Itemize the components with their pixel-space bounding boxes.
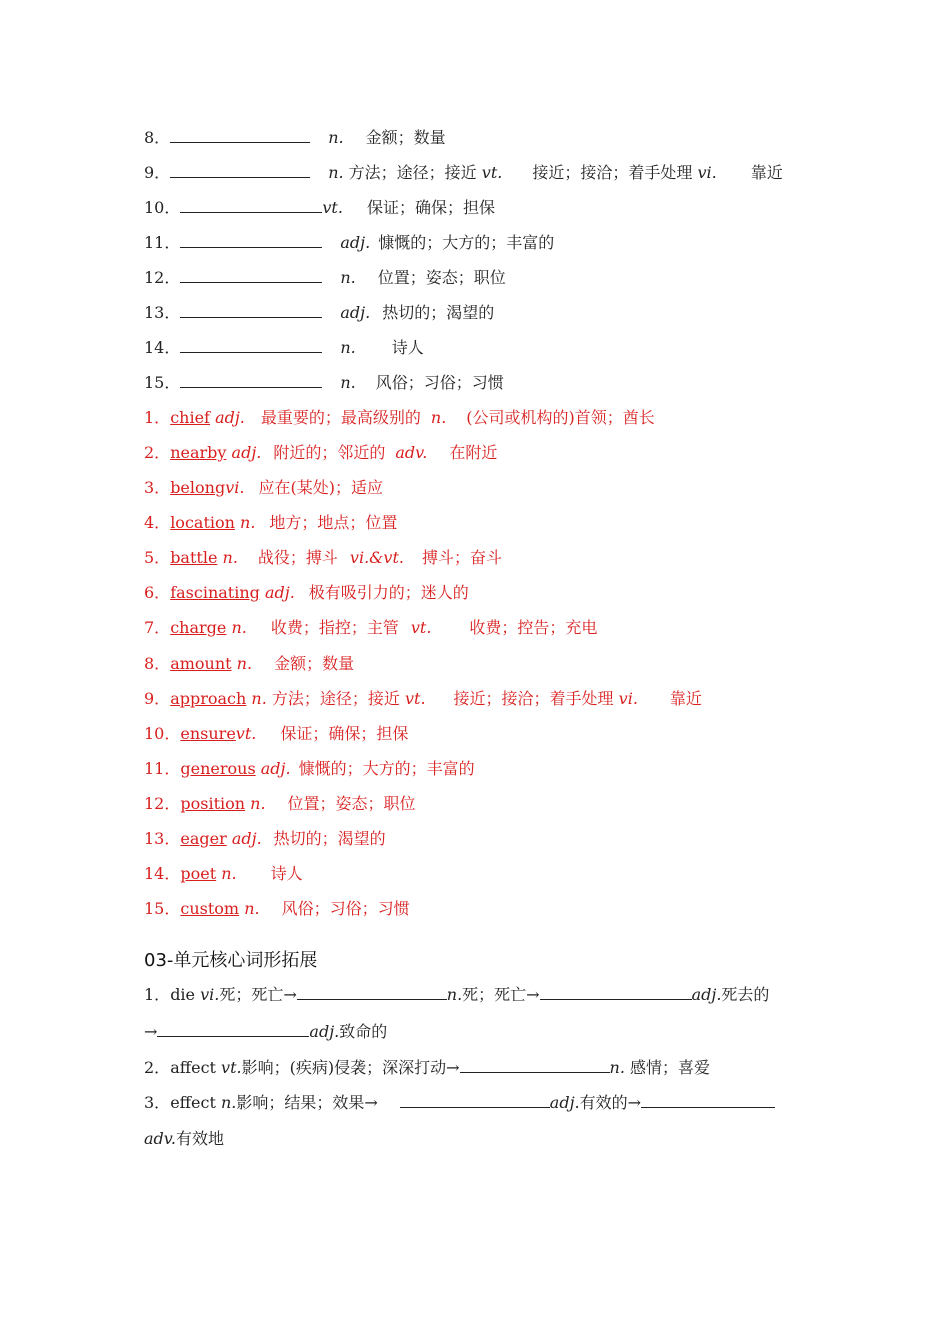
answer-item-1 [144, 408, 655, 428]
item-number: 14． [144, 864, 181, 883]
part-of-speech: adj. [340, 303, 371, 322]
answer-blank[interactable] [180, 267, 322, 283]
item-number: 3． [144, 478, 171, 497]
answer-word: ensure [180, 724, 236, 743]
item-number: 2． [144, 443, 171, 462]
part-of-speech: n. [340, 373, 356, 392]
answer-blank[interactable] [180, 337, 322, 353]
answer-word: poet [180, 864, 217, 883]
meaning: 位置；姿态；职位 [287, 794, 416, 813]
item-number: 9． [144, 163, 171, 182]
part-of-speech-3: vi. [618, 689, 638, 708]
answer-word: battle [170, 548, 218, 567]
meaning: 诗人 [270, 864, 303, 883]
answer-word: approach [170, 689, 247, 708]
part-of-speech: adj. [264, 583, 295, 602]
answer-word: custom [180, 899, 240, 918]
meaning: 战役；搏斗 [257, 548, 338, 567]
answer-item-10 [144, 724, 408, 744]
meaning-3: 靠近 [669, 689, 702, 708]
answer-word: amount [170, 654, 232, 673]
meaning: 位置；姿态；职位 [377, 268, 506, 287]
item-number: 15． [144, 373, 181, 392]
meaning: 影响；(疾病)侵袭；深深打动→ [241, 1058, 460, 1077]
expansion-item-1 [144, 984, 769, 1005]
answer-blank[interactable] [157, 1021, 309, 1037]
item-number: 13． [144, 829, 181, 848]
part-of-speech: adj. [215, 408, 245, 427]
part-of-speech: n. [222, 548, 238, 567]
meaning-3: 靠近 [750, 163, 783, 182]
blank-item-11 [144, 232, 554, 253]
part-of-speech: vt. [235, 724, 257, 743]
part-of-speech: n. [244, 899, 260, 918]
item-number: 11． [144, 759, 181, 778]
answer-word: belong [170, 478, 226, 497]
meaning: 应在(某处)；适应 [258, 478, 383, 497]
answer-word: location [170, 513, 235, 532]
item-number: 1． [144, 985, 171, 1004]
part-of-speech: vt. [322, 198, 343, 217]
answer-blank[interactable] [180, 302, 322, 318]
meaning: 极有吸引力的；迷人的 [308, 583, 469, 602]
part-of-speech-2: vi.&vt. [349, 548, 404, 567]
part-of-speech: vi. [200, 985, 220, 1004]
answer-blank[interactable] [297, 984, 447, 1000]
meaning-2: 接近；接洽；着手处理 [532, 163, 693, 182]
base-word: effect [170, 1093, 216, 1112]
answer-item-5 [144, 548, 502, 568]
answer-word: fascinating [170, 583, 260, 602]
item-number: 2． [144, 1058, 171, 1077]
item-number: 13． [144, 303, 181, 322]
item-number: 3． [144, 1093, 171, 1112]
meaning: 金额；数量 [365, 128, 446, 147]
meaning-2: 搏斗；奋斗 [421, 548, 502, 567]
meaning: 保证；确保；担保 [366, 198, 495, 217]
part-of-speech: adj. [231, 829, 262, 848]
answer-blank[interactable] [180, 197, 322, 213]
part-of-speech: n. [340, 338, 356, 357]
meaning: 收费；指控；主管 [270, 618, 399, 637]
part-of-speech: n. [328, 128, 344, 147]
item-number: 4． [144, 513, 171, 532]
meaning: 风俗；习俗；习惯 [281, 899, 410, 918]
meaning: 诗人 [391, 338, 424, 357]
answer-word: chief [170, 408, 210, 427]
part-of-speech: adj. [340, 233, 371, 252]
part-of-speech-2: vt. [410, 618, 432, 637]
answer-item-11 [144, 759, 475, 779]
part-of-speech: n. [220, 1093, 237, 1112]
meaning: 保证；确保；担保 [280, 724, 409, 743]
meaning-2: 接近；接洽；着手处理 [453, 689, 614, 708]
item-number: 12． [144, 268, 181, 287]
meaning-b: 死去的 [721, 985, 770, 1004]
meaning-2: 收费；控告；充电 [469, 618, 598, 637]
part-of-speech-a: n. [446, 985, 463, 1004]
meaning: 风俗；习俗；习惯 [375, 373, 504, 392]
answer-item-2 [144, 443, 497, 463]
answer-word: nearby [170, 443, 227, 462]
meaning: 慷慨的；大方的；丰富的 [298, 759, 475, 778]
item-number: 10． [144, 198, 181, 217]
base-word: affect [170, 1058, 216, 1077]
expansion-item-3-cont [144, 1129, 224, 1149]
answer-item-8 [144, 654, 354, 674]
answer-word: generous [180, 759, 256, 778]
blank-item-9 [144, 162, 783, 183]
item-number: 15． [144, 899, 181, 918]
meaning: 最重要的；最高级别的 [260, 408, 421, 427]
arrow: → [144, 1022, 158, 1041]
meaning: 热切的；渴望的 [382, 303, 495, 322]
answer-blank[interactable] [180, 232, 322, 248]
blank-item-14 [144, 337, 424, 358]
item-number: 5． [144, 548, 171, 567]
meaning: 影响；结果；效果→ [236, 1093, 378, 1112]
item-number: 14． [144, 338, 181, 357]
part-of-speech: n. [328, 163, 344, 182]
answer-item-15 [144, 899, 410, 919]
meaning-a: 感情；喜爱 [630, 1058, 711, 1077]
answer-item-4 [144, 513, 397, 533]
base-word: die [170, 985, 196, 1004]
answer-blank[interactable] [460, 1057, 610, 1073]
part-of-speech-a: adj. [549, 1093, 580, 1112]
part-of-speech: n. [240, 513, 256, 532]
answer-item-14 [144, 864, 303, 884]
item-number: 10． [144, 724, 181, 743]
part-of-speech: n. [250, 794, 266, 813]
answer-blank[interactable] [170, 127, 310, 143]
answer-item-7 [144, 618, 597, 638]
item-number: 1． [144, 408, 171, 427]
part-of-speech: vt. [221, 1058, 242, 1077]
part-of-speech-c: adj. [309, 1022, 340, 1041]
meaning: 方法；途径；接近 [271, 689, 400, 708]
part-of-speech: adj. [260, 759, 291, 778]
answer-word: eager [180, 829, 227, 848]
part-of-speech-b: adj. [691, 985, 722, 1004]
item-number: 11． [144, 233, 181, 252]
part-of-speech: n. [340, 268, 356, 287]
part-of-speech-a: n. [609, 1058, 625, 1077]
expansion-item-3 [144, 1092, 775, 1113]
blank-item-15 [144, 372, 504, 393]
part-of-speech: n. [231, 618, 247, 637]
answer-item-13 [144, 829, 386, 849]
answer-blank[interactable] [540, 984, 692, 1000]
part-of-speech-2: adv. [395, 443, 428, 462]
answer-item-3 [144, 478, 383, 498]
part-of-speech: vi. [225, 478, 245, 497]
meaning-2: 在附近 [449, 443, 498, 462]
blank-item-12 [144, 267, 506, 288]
meaning: 死；死亡→ [219, 985, 297, 1004]
meaning: 方法；途径；接近 [348, 163, 477, 182]
answer-item-9 [144, 689, 702, 709]
meaning: 热切的；渴望的 [273, 829, 386, 848]
blank-item-13 [144, 302, 494, 323]
meaning: 金额；数量 [274, 654, 355, 673]
meaning-c: 致命的 [339, 1022, 388, 1041]
item-number: 12． [144, 794, 181, 813]
part-of-speech: adj. [231, 443, 262, 462]
answer-word: charge [170, 618, 227, 637]
meaning: 地方；地点；位置 [269, 513, 398, 532]
expansion-item-2 [144, 1057, 710, 1078]
part-of-speech: n. [236, 654, 253, 673]
answer-blank[interactable] [170, 162, 310, 178]
item-number: 9． [144, 689, 171, 708]
item-number: 6． [144, 583, 171, 602]
item-number: 7． [144, 618, 171, 637]
answer-item-6 [144, 583, 469, 603]
part-of-speech-3: vi. [697, 163, 717, 182]
part-of-speech-2: vt. [404, 689, 426, 708]
answer-item-12 [144, 794, 416, 814]
meaning-a: 有效的→ [579, 1093, 642, 1112]
expansion-item-1-cont [144, 1021, 387, 1042]
meaning-a: 死；死亡→ [462, 985, 540, 1004]
part-of-speech-2: vt. [481, 163, 503, 182]
answer-word: position [180, 794, 246, 813]
item-number: 8． [144, 654, 171, 673]
part-of-speech: n. [221, 864, 237, 883]
meaning-b: 有效地 [176, 1129, 225, 1148]
section-heading: 03-单元核心词形拓展 [144, 950, 318, 971]
answer-blank[interactable] [180, 372, 322, 388]
blank-item-10 [144, 197, 495, 218]
meaning-2: (公司或机构的)首领；酋长 [466, 408, 655, 427]
meaning: 附近的；邻近的 [273, 443, 386, 462]
meaning: 慷慨的；大方的；丰富的 [378, 233, 555, 252]
blank-item-8 [144, 127, 446, 148]
part-of-speech-b: adv. [144, 1129, 177, 1148]
item-number: 8． [144, 128, 171, 147]
part-of-speech: n. [251, 689, 267, 708]
answer-blank[interactable] [400, 1092, 550, 1108]
answer-blank[interactable] [641, 1092, 775, 1108]
part-of-speech-2: n. [430, 408, 447, 427]
